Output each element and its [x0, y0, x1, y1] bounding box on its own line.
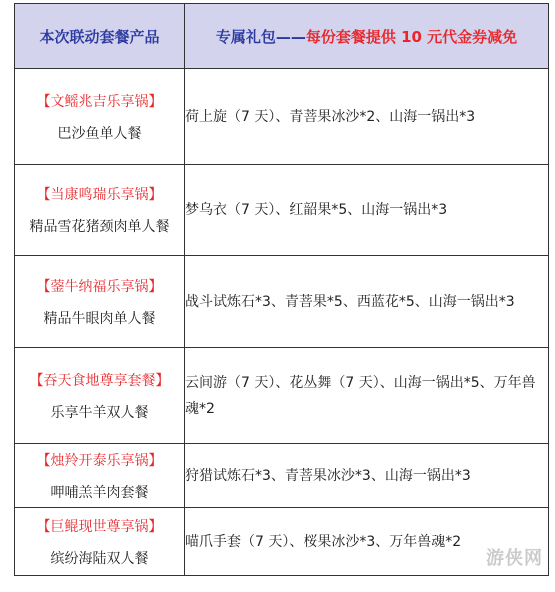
product-meal: 乐享牛羊双人餐: [50, 404, 149, 421]
product-name: 【吞天食地尊享套餐】: [29, 372, 170, 389]
gift-cell: 梦乌衣（7 天）、红韶果*5、山海一锅出*3: [185, 165, 549, 256]
table-header-row: [15, 4, 549, 69]
table-row: [15, 444, 549, 508]
header-products: 本次联动套餐产品: [15, 4, 185, 69]
table-row: [15, 256, 549, 348]
product-meal: 巴沙鱼单人餐: [57, 125, 142, 142]
table-row: [15, 165, 549, 256]
header-gift-highlight: 每份套餐提供 10 元代金券减免: [305, 27, 518, 46]
table-row: [15, 348, 549, 444]
product-meal: 精品雪花猪颈肉单人餐: [29, 219, 170, 235]
product-name: 【蓥牛纳福乐享锅】: [36, 278, 163, 295]
product-meal: 呷哺羔羊肉套餐: [50, 484, 149, 501]
product-cell: [15, 348, 185, 444]
site-watermark: 游侠网: [486, 548, 543, 569]
promo-table: [14, 3, 549, 576]
gift-cell: 云间游（7 天）、花丛舞（7 天）、山海一锅出*5、万年兽魂*2: [185, 348, 549, 444]
product-name: 【当康鸣瑞乐享锅】: [36, 187, 163, 203]
product-name: 【文鳐兆吉乐享锅】: [36, 93, 163, 110]
header-gift-prefix: 专属礼包——: [215, 27, 306, 46]
table-row: [15, 69, 549, 165]
gift-cell: 荷上旋（7 天）、青菩果冰沙*2、山海一锅出*3: [185, 69, 549, 165]
table-row: [15, 508, 549, 576]
product-name: 【巨鲲现世尊享锅】: [36, 518, 163, 535]
product-meal: 缤纷海陆双人餐: [50, 550, 149, 567]
product-cell: [15, 256, 185, 348]
product-cell: [15, 165, 185, 256]
header-gift: [185, 4, 549, 69]
product-cell: [15, 444, 185, 508]
product-meal: 精品牛眼肉单人餐: [43, 310, 156, 327]
gift-cell: 狩猎试炼石*3、青菩果冰沙*3、山海一锅出*3: [185, 444, 549, 508]
product-cell: [15, 69, 185, 165]
gift-cell: 喵爪手套（7 天）、桜果冰沙*3、万年兽魂*2: [185, 508, 549, 576]
product-cell: [15, 508, 185, 576]
product-name: 【烛羚开泰乐享锅】: [36, 452, 163, 469]
gift-cell: 战斗试炼石*3、青菩果*5、西蓝花*5、山海一锅出*3: [185, 256, 549, 348]
